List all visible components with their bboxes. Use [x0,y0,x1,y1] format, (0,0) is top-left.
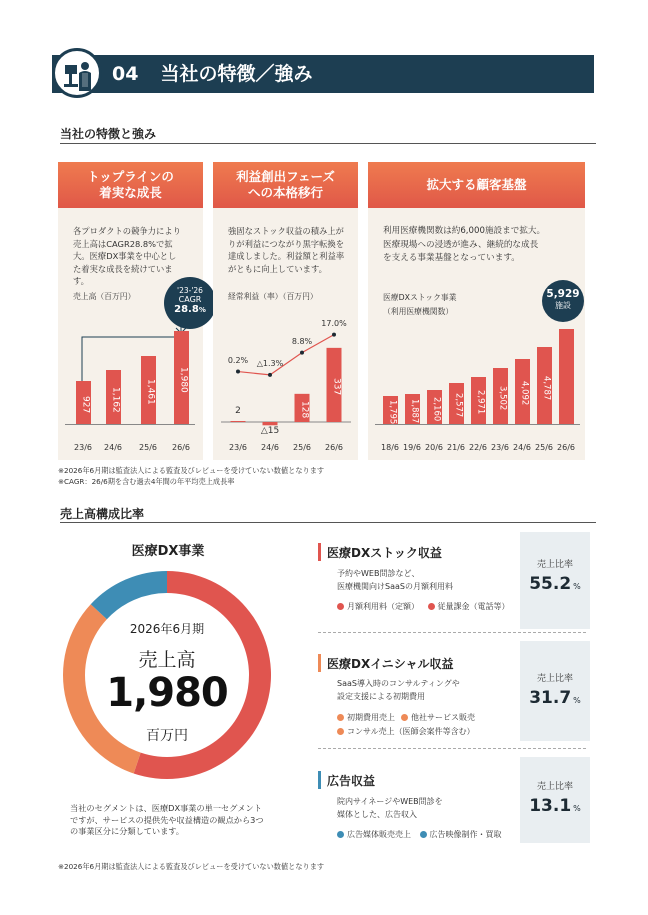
x-tick-label: 24/6 [261,443,279,452]
margin-point [236,370,240,374]
donut-label: 売上高 [138,649,196,671]
section-title-composition: 売上高構成比率 [60,507,145,521]
chart-unit-label: 売上高（百万円） [73,292,136,301]
revenue-bar-chart [58,300,203,425]
bar-value-label: 2,577 [453,393,464,418]
chart-unit-label: 経常利益（率）（百万円） [228,292,318,301]
x-tick-label: 25/6 [535,443,553,452]
panel-topline-header: トップラインの 着実な成長 [58,162,203,208]
segment-ad-title: 広告収益 [327,774,376,788]
x-tick-label: 24/6 [104,443,122,452]
bar-value-label: △15 [260,426,280,436]
segment-accent-bar [318,543,321,561]
bar-value-label: 4,092 [519,381,530,406]
ratio-box-initial: 売上比率 31.7 % [520,641,590,741]
ratio-box-stock: 売上比率 55.2 % [520,532,590,629]
x-tick-label: 23/6 [74,443,92,452]
bar-value-label: 1,162 [110,386,121,413]
facility-count-badge: 5,929 施設 [542,280,584,322]
bar-value-label: 1,795 [387,399,398,425]
revenue-x-axis [58,443,203,455]
bar-value-label: 3,502 [497,385,508,411]
divider [60,522,596,523]
bullet-dot [401,714,408,721]
segment-initial-title: 医療DXイニシャル収益 [327,657,454,671]
segment-initial-description: SaaS導入時のコンサルティングや 設定支援による初期費用 [337,679,460,701]
cagr-badge: '23-'26 CAGR 28.8% [164,277,216,329]
bar-value-label: 1,980 [178,367,189,393]
segment-initial-items: 初期費用売上 他社サービス販売 コンサル売上（医師会案件等含む） [337,711,475,739]
donut-value: 1,980 [106,670,228,716]
x-tick-label: 25/6 [293,443,311,452]
ratio-box-ad: 売上比率 13.1 % [520,757,590,843]
footnote: ※2026年6月期は監査法人による監査及びレビューを受けていない数値となります [58,862,325,871]
bar-value-label: 1,461 [145,379,156,406]
bar-value-label: 927 [80,396,91,414]
x-tick-label: 26/6 [325,443,343,452]
margin-label: 0.2% [227,355,249,365]
bar-value-label: 337 [331,378,342,396]
dashed-divider [318,748,586,749]
bar-value-label: 2,971 [475,390,486,415]
bar-value-label: 2,160 [431,396,442,422]
bar-value-label: 2 [235,406,241,416]
donut-heading: 医療DX事業 [131,544,205,559]
x-tick-label: 26/6 [172,443,190,452]
page-title: 04 当社の特徴／強み [112,63,313,85]
bar-value-label: 4,787 [541,375,552,400]
x-tick-label: 21/6 [447,443,465,452]
margin-label: △1.3% [256,358,284,368]
bullet-dot [337,603,344,610]
panel-customer-header: 拡大する顧客基盤 [368,162,585,208]
margin-label: 17.0% [321,318,347,328]
profit-x-axis [213,443,358,455]
x-tick-label: 24/6 [513,443,531,452]
segment-accent-bar [318,654,321,672]
footnote: ※2026年6月期は監査法人による監査及びレビューを受けていない数値となります [58,466,325,475]
x-tick-label: 23/6 [229,443,247,452]
segment-description: 当社のセグメントは、医療DX事業の単一セグメント ですが、サービスの提供先や収益構造の観点から3つ の事業区分に分類しています。 [70,803,264,836]
bullet-dot [428,603,435,610]
x-tick-label: 22/6 [469,443,487,452]
margin-label: 8.8% [291,336,313,346]
chart-axis [65,424,195,425]
bar-value-label: 128 [299,401,310,419]
segment-stock-description: 予約やWEB問診など、 医療機関向けSaaSの月額利用料 [337,569,453,591]
x-tick-label: 18/6 [381,443,399,452]
bullet-dot [337,714,344,721]
section-title-features: 当社の特徴と強み [60,127,157,141]
bullet-dot [420,831,427,838]
bar-value-label: 1,887 [409,399,420,424]
margin-point [332,333,336,337]
x-tick-label: 19/6 [403,443,421,452]
profit-chart [213,300,358,440]
doctor-computer-icon [52,48,102,98]
chart-axis [375,424,580,425]
panel-topline-description: 各プロダクトの競争力により 売上高はCAGR28.8%で拡 大。医療DX事業を中心とし た着実な成長を続けていま す。 [73,226,181,286]
donut-slice [91,571,167,619]
profit-bar [263,422,278,425]
segment-ad-description: 院内サイネージやWEB問診を 媒体とした、広告収入 [337,797,443,819]
donut-unit: 百万円 [146,728,188,744]
footnote: ※CAGR：26/6期を含む過去4年間の年平均売上成長率 [58,477,235,486]
panel-profit-header: 利益創出フェーズ への本格移行 [213,162,358,208]
x-tick-label: 20/6 [425,443,443,452]
x-tick-label: 23/6 [491,443,509,452]
segment-stock-title: 医療DXストック収益 [327,546,442,560]
panel-profit-description: 強固なストック収益の積み上が りが利益につながり黒字転換を 達成しました。利益額と利益率 がともに向上しています。 [228,226,345,274]
segment-stock-items: 月額利用料（定額） 従量課金（電話等） [337,601,510,612]
facility-bar [559,329,574,425]
facility-x-axis [368,443,585,455]
segment-ad-items: 広告媒体販売売上 広告映像制作・買取 [337,829,502,840]
segment-accent-bar [318,771,321,789]
x-tick-label: 26/6 [557,443,575,452]
dashed-divider [318,632,586,633]
chart-unit-label: 医療DXストック事業 （利用医療機関数） [383,293,457,316]
bullet-dot [337,728,344,735]
divider [60,143,596,144]
facility-bar-chart [368,300,585,425]
bullet-dot [337,831,344,838]
profit-bar [231,421,246,422]
panel-customer-description: 利用医療機関数は約6,000施設まで拡大。 医療現場への浸透が進み、継続的な成長 を支える事業基盤となっています。 [383,226,546,263]
donut-period: 2026年6月期 [129,622,205,636]
margin-point [268,373,272,377]
margin-point [300,351,304,355]
x-tick-label: 25/6 [139,443,157,452]
